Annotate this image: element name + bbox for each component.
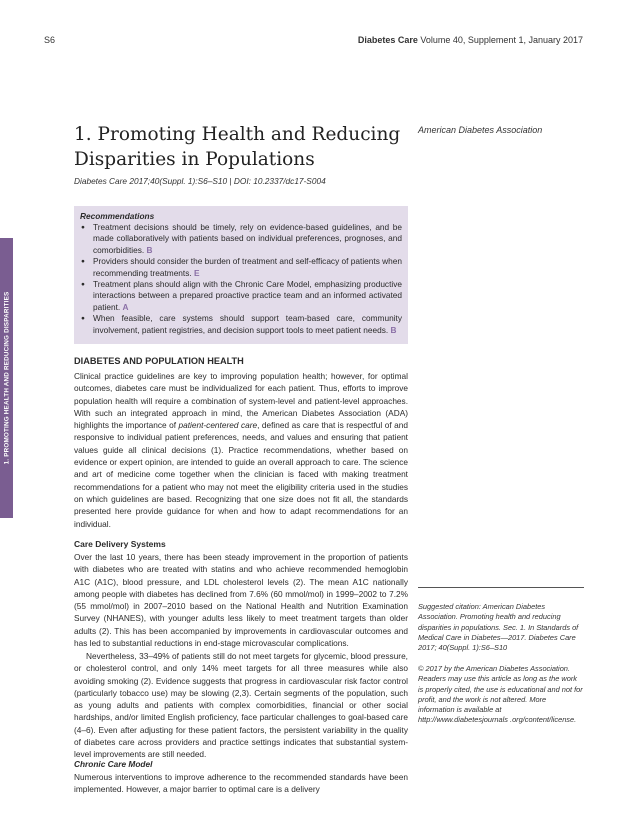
copyright-note: © 2017 by the American Diabetes Association. Readers may use this article as long as the work is properly cited, the use is educational and not for profit, and the work is not altered. More information is available at http://www.diabetesjournals .org/content/license. (418, 664, 583, 725)
evidence-grade: A (122, 301, 129, 312)
emphasis-text: patient-centered care (178, 420, 258, 431)
journal-name: Diabetes Care (357, 35, 418, 45)
article-citation: Diabetes Care 2017;40(Suppl. 1):S6–S10 | DOI: 10.2337/dc17-S004 (74, 176, 326, 186)
recommendation-item (80, 222, 402, 256)
paragraph-text: Clinical practice guidelines are key to improving population health; however, for optimal outcomes, diabetes care must be individualized for each patient. Thus, efforts to improve population health will require a combination of system-level and patient-level approaches. With such an integrated approach in mind, the American Diabetes Association (ADA) highlights the importance of (74, 371, 408, 431)
side-tab-label: 1. PROMOTING HEALTH AND REDUCING DISPARITIES (3, 291, 10, 465)
recommendations-list (80, 222, 402, 336)
article-author: American Diabetes Association (418, 125, 543, 135)
evidence-grade: B (390, 324, 397, 335)
section-side-tab (0, 238, 13, 518)
recommendation-text: Providers should consider the burden of treatment and self-efficacy of patients when recommending treatments. (93, 256, 402, 278)
article-title: 1. Promoting Health and Reducing Disparities in Populations (74, 124, 401, 170)
evidence-grade: E (194, 267, 200, 278)
paragraph-text: , defined as care that is respectful of and responsive to individual patient preferences, needs, and values and ensuring that patient values guide all clinical decisions (1). Practice recommendations, whether based on evidence or expert opinion, are intended to guide an overall approach to care. The science and art of medicine come together when the clinician is faced with making treatment recommendations for a patient who may not meet the eligibility criteria used in the studies on which guidelines are based. Recognizing that one size does not fit all, the standards presented here provide guidance for when and how to adapt recommendations for an individual. (74, 420, 408, 529)
population-health-paragraph (74, 370, 408, 530)
recommendation-item (80, 313, 402, 336)
recommendation-text: Treatment plans should align with the Chronic Care Model, emphasizing productive interactions between a prepared proactive practice team and an informed activated patient. (93, 279, 402, 312)
chronic-care-paragraph: Numerous interventions to improve adherence to the recommended standards have been implemented. However, a major barrier to optimal care is a delivery (74, 772, 408, 795)
care-delivery-paragraph-2: Nevertheless, 33–49% of patients still do not meet targets for glycemic, blood pressure, or cholesterol control, and only 14% meet targets for all three measures while also avoiding smoking (2). Evidence suggests that progress in cardiovascular risk factor control (particularly tobacco use) may be slowing (2,3). Certain segments of the population, such as young adults and patients with complex comorbidities, financial or other social hardships, and/or limited English proficiency, face particular challenges to goal-based care (4–6). Even after adjusting for these patient factors, the persistent variability in the quality of diabetes care across providers and practice settings indicates that substantial system-level improvements are still needed. (74, 651, 408, 760)
subsection-heading-care-delivery: Care Delivery Systems (74, 539, 166, 549)
journal-header (358, 35, 583, 45)
recommendations-heading: Recommendations (80, 211, 155, 221)
journal-issue: Volume 40, Supplement 1, January 2017 (420, 35, 583, 45)
page-number: S6 (44, 35, 56, 45)
recommendation-item (80, 279, 402, 313)
recommendations-box (74, 206, 408, 344)
recommendation-item (80, 256, 402, 279)
care-delivery-paragraph-1: Over the last 10 years, there has been steady improvement in the proportion of patients with diabetes who are treated with statins and who achieve recommended hemoglobin A1C (A1C), blood pressure, and LDL cholesterol levels (2). The mean A1C nationally among people with diabetes has declined from 7.6% (60 mmol/mol) in 1999–2002 to 7.2% (55 mmol/mol) in 2007–2010 based on the National Health and Nutrition Examination Survey (NHANES), with younger adults less likely to meet treatment targets than older adults (2). This has been accompanied by improvements in cardiovascular outcomes and has led to substantial reductions in end-stage microvascular complications. (74, 552, 408, 649)
evidence-grade: B (146, 244, 153, 255)
sidebar-divider (418, 587, 584, 588)
section-heading-population-health: DIABETES AND POPULATION HEALTH (74, 356, 244, 366)
recommendation-text: When feasible, care systems should support team-based care, community involvement, patient registries, and decision support tools to meet patient needs. (93, 313, 402, 335)
recommendation-text: Treatment decisions should be timely, rely on evidence-based guidelines, and be made collaboratively with patients based on individual preferences, prognoses, and comorbidities. (93, 222, 402, 255)
suggested-citation-note: Suggested citation: American Diabetes Association. Promoting health and reducing disparities in populations. Sec. 1. In Standards of Medical Care in Diabetes—2017. Diabetes Care 2017; 40(Suppl. 1):S6–S10 (418, 602, 579, 653)
subsection-heading-chronic-care-model: Chronic Care Model (74, 759, 153, 769)
